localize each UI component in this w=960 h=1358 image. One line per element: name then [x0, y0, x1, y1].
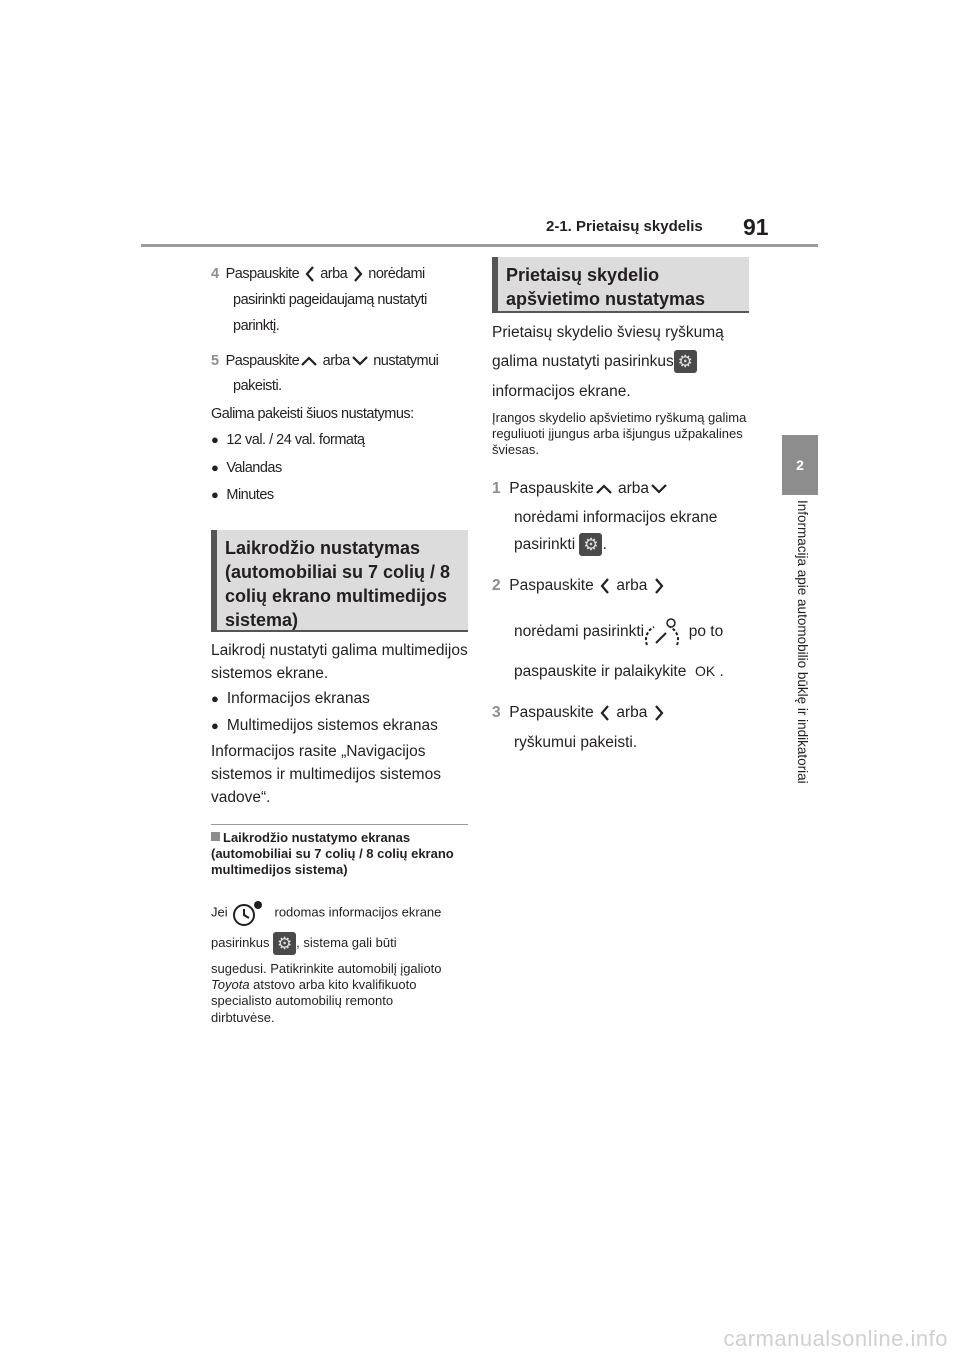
step-text: norėdami pasirinkti	[514, 623, 645, 641]
subheading-text: Laikrodžio nustatymo ekranas (automobiliai su 7 colių / 8 colių ekrano multimedijos sistema)	[211, 830, 454, 877]
paragraph: Informacijos rasite „Navigacijos sistemos ir multimedijos sistemos vadove“.	[211, 743, 441, 806]
chapter-tab: 2	[782, 435, 818, 495]
section-heading-lighting	[492, 257, 749, 313]
step-4-line3: parinktį.	[233, 318, 280, 334]
chevron-right-icon	[351, 264, 365, 284]
list-item: ● Valandas	[211, 460, 282, 476]
ok-button-label: OK	[694, 663, 716, 679]
chevron-right-icon	[652, 703, 666, 723]
gear-icon: ⚙	[273, 932, 296, 955]
chevron-down-icon	[350, 354, 370, 368]
note-line	[211, 898, 441, 928]
step-text: pasirinkti	[514, 536, 576, 553]
paragraph-text: galima nustatyti pasirinkus	[492, 353, 674, 370]
step-number: 3	[492, 704, 501, 721]
step-1	[492, 477, 669, 500]
note-line	[211, 977, 416, 993]
chevron-left-icon	[303, 264, 317, 284]
chevron-down-icon	[649, 482, 669, 496]
list-item: ● Minutes	[211, 487, 274, 503]
list-item: ● Multimedijos sistemos ekranas	[211, 714, 438, 737]
chevron-up-icon	[594, 482, 614, 496]
section-title: 2-1. Prietaisų skydelis	[546, 218, 703, 235]
step-text: nustatymui	[373, 353, 439, 369]
step-2	[492, 574, 666, 597]
step-number: 4	[211, 266, 219, 282]
step-text: arba	[616, 704, 648, 721]
step-text: Paspauskite	[509, 704, 594, 721]
brightness-icon	[644, 615, 680, 649]
chevron-up-icon	[299, 354, 319, 368]
chapter-label	[781, 500, 819, 830]
note-text: , sistema gali būti	[296, 934, 397, 950]
section-heading-clock	[211, 530, 468, 632]
note-text: atstovo arba kito kvalifikuoto	[249, 977, 417, 992]
step-text: Paspauskite	[509, 577, 594, 594]
step-number: 2	[492, 577, 501, 594]
step-text: arba	[320, 266, 348, 282]
step-text: norėdami	[368, 266, 425, 282]
note-line: specialisto automobilių remonto	[211, 993, 394, 1008]
step-number: 1	[492, 480, 501, 497]
brand-name: Toyota	[211, 977, 250, 992]
list-item: ● 12 val. / 24 val. formatą	[211, 432, 365, 448]
step-4	[211, 263, 425, 286]
step-text: Paspauskite	[509, 480, 594, 497]
step-text: arba	[616, 577, 648, 594]
subheading	[211, 830, 468, 878]
step-5-line2: pakeisti.	[233, 378, 282, 394]
note: Įrangos skydelio apšvietimo ryškumą galima reguliuoti įjungus arba išjungus užpakalines šviesas.	[492, 410, 747, 457]
chevron-left-icon	[598, 576, 612, 596]
step-text: arba	[322, 353, 350, 369]
note-line: sugedusi. Patikrinkite automobilį įgalioto	[211, 961, 442, 976]
step-text: po to	[688, 623, 724, 641]
paragraph: informacijos ekrane.	[492, 383, 631, 400]
chevron-right-icon	[652, 576, 666, 596]
note-text: rodomas informacijos ekrane	[274, 904, 442, 920]
step-5	[211, 350, 438, 373]
step-3	[492, 701, 666, 724]
step-text: Paspauskite	[225, 266, 300, 282]
can-change-text: Galima pakeisti šiuos nustatymus:	[211, 406, 414, 422]
gear-icon: ⚙	[674, 350, 697, 373]
note-text: pasirinkus	[211, 934, 270, 950]
divider	[211, 824, 468, 825]
note-text: Jei	[211, 904, 228, 920]
note-line	[211, 932, 397, 955]
heading-text: Laikrodžio nustatymas (automobiliai su 7 colių / 8 colių ekrano multimedijos sistema)	[225, 538, 451, 630]
list-item: ● Informacijos ekranas	[211, 687, 370, 710]
step-text: paspauskite ir palaikykite	[514, 663, 687, 680]
step-number: 5	[211, 353, 219, 369]
step-text: Paspauskite	[225, 353, 300, 369]
page-number: 91	[743, 214, 769, 240]
step-1-line2: norėdami informacijos ekrane	[514, 509, 718, 526]
chapter-label-text: Informacija apie automobilio būklę ir indikatoriai	[795, 500, 810, 784]
paragraph: Prietaisų skydelio šviesų ryškumą	[492, 324, 724, 341]
step-3-line2: ryškumui pakeisti.	[514, 734, 638, 751]
watermark: carmanualsonline.info	[723, 1326, 948, 1351]
square-bullet-icon	[211, 832, 220, 841]
step-text: arba	[618, 480, 650, 497]
step-1-line3	[514, 533, 607, 556]
paragraph	[492, 350, 697, 373]
step-text: .	[602, 536, 607, 553]
note-line: dirbtuvėse.	[211, 1010, 275, 1025]
step-2-line3	[514, 660, 724, 683]
paragraph: Laikrodį nustatyti galima multimedijos sistemos ekrane.	[211, 642, 468, 682]
chevron-left-icon	[598, 703, 612, 723]
step-text: .	[719, 663, 724, 680]
gear-icon: ⚙	[579, 533, 602, 556]
header-divider	[141, 244, 818, 247]
step-4-line2: pasirinkti pageidaujamą nustatyti	[233, 292, 427, 308]
heading-text: Prietaisų skydelio apšvietimo nustatymas	[506, 265, 706, 309]
step-2-line2	[514, 615, 723, 649]
clock-gear-icon	[231, 898, 267, 928]
